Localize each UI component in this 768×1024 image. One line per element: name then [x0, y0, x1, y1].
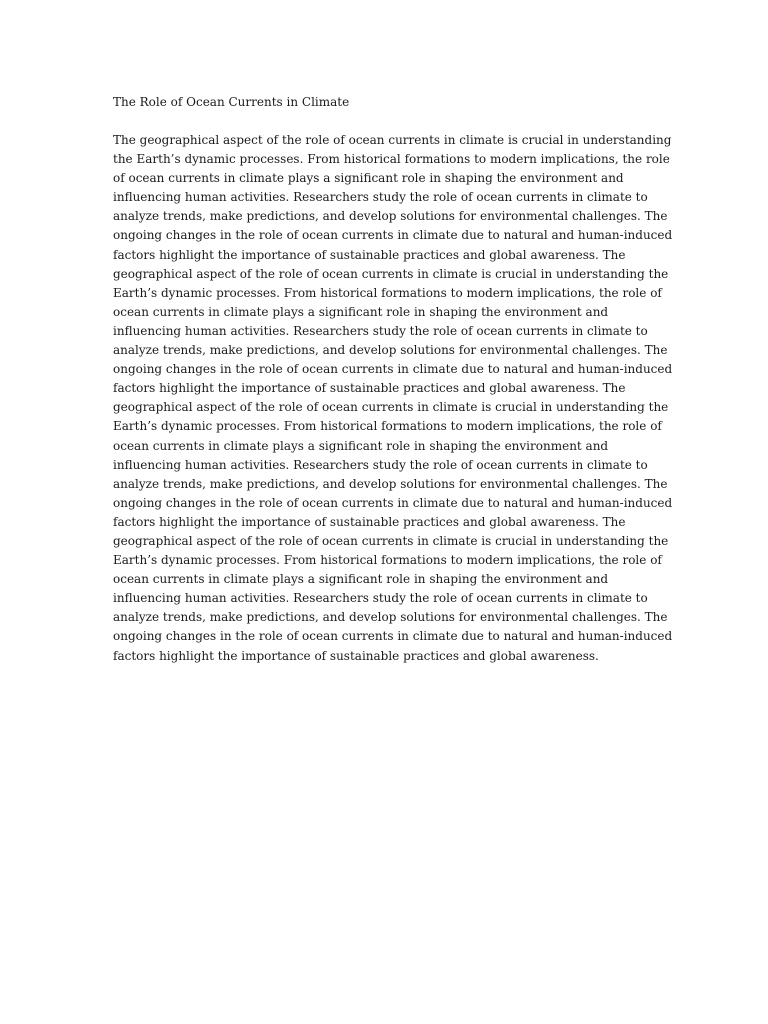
body-line: analyze trends, make predictions, and develop solutions for environmental challenges. The [113, 209, 668, 224]
body-line: factors highlight the importance of sustainable practices and global awareness. The [113, 514, 626, 529]
body-line: analyze trends, make predictions, and develop solutions for environmental challenges. The [113, 476, 668, 491]
body-line: ocean currents in climate plays a significant role in shaping the environment and [113, 572, 609, 587]
body-line: factors highlight the importance of sustainable practices and global awareness. [113, 648, 599, 663]
body-line: The geographical aspect of the role of ocean currents in climate is crucial in understanding [113, 133, 672, 147]
body-line: geographical aspect of the role of ocean currents in climate is crucial in understanding the [113, 266, 669, 281]
body-line: Earth’s dynamic processes. From historical formations to modern implications, the role of [113, 285, 662, 300]
body-line: factors highlight the importance of sustainable practices and global awareness. The [113, 247, 626, 262]
body-line: the Earth’s dynamic processes. From historical formations to modern implications, the role [113, 152, 670, 167]
body-line: factors highlight the importance of sustainable practices and global awareness. The [113, 381, 626, 396]
body-line: influencing human activities. Researchers study the role of ocean currents in climate to [113, 457, 648, 472]
body-line: ocean currents in climate plays a significant role in shaping the environment and [113, 438, 609, 453]
body-line: of ocean currents in climate plays a significant role in shaping the environment and [113, 171, 624, 186]
body-line: influencing human activities. Researchers study the role of ocean currents in climate to [113, 190, 648, 205]
body-line: ongoing changes in the role of ocean currents in climate due to natural and human-induced [113, 228, 673, 243]
body-line: analyze trends, make predictions, and develop solutions for environmental challenges. The [113, 343, 668, 358]
body-line: ongoing changes in the role of ocean currents in climate due to natural and human-induced [113, 495, 673, 510]
body-line: influencing human activities. Researchers study the role of ocean currents in climate to [113, 323, 648, 338]
body-line: influencing human activities. Researchers study the role of ocean currents in climate to [113, 591, 648, 606]
body-line: ongoing changes in the role of ocean currents in climate due to natural and human-induced [113, 362, 673, 377]
document-title: The Role of Ocean Currents in Climate [113, 95, 350, 109]
body-line: Earth’s dynamic processes. From historical formations to modern implications, the role of [113, 553, 662, 568]
body-line: geographical aspect of the role of ocean currents in climate is crucial in understanding the [113, 400, 669, 415]
body-line: geographical aspect of the role of ocean currents in climate is crucial in understanding the [113, 533, 669, 548]
document-body [113, 131, 673, 666]
body-line: Earth’s dynamic processes. From historical formations to modern implications, the role of [113, 419, 662, 434]
body-line: analyze trends, make predictions, and develop solutions for environmental challenges. The [113, 610, 668, 625]
body-line: ongoing changes in the role of ocean currents in climate due to natural and human-induced [113, 629, 673, 644]
body-line: ocean currents in climate plays a significant role in shaping the environment and [113, 304, 609, 319]
